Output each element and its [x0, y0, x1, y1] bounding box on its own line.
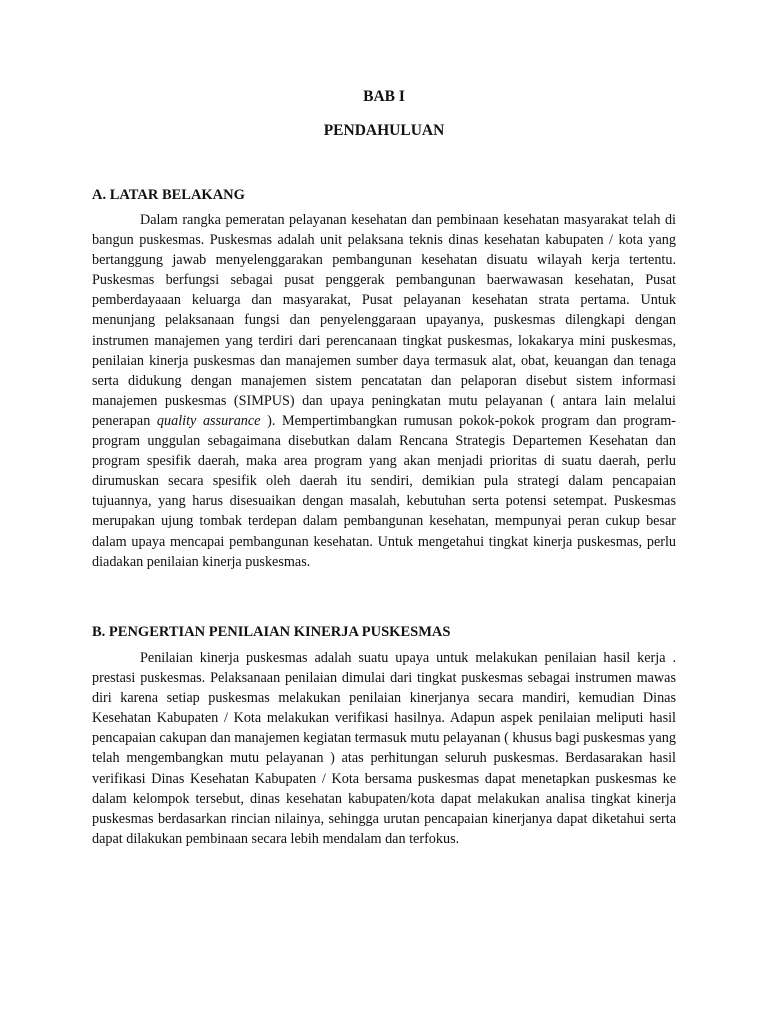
section-a-text-start: Dalam rangka pemeratan pelayanan kesehatan dan pembinaan kesehatan masyarakat telah di bangun puskesmas. Puskesmas adalah unit pelaksana teknis dinas kesehatan kabupaten / kota yang bertanggung jawab menyelenggarakan pembangunan kesehatan disuatu wilayah kerja tertentu. Puskesmas berfungsi sebagai pusat penggerak pembangunan baerwawasan kesehatan, Pusat pemberdayaaan keluarga dan masyarakat, Pusat pelayanan kesehatan strata pertama. Untuk menunjang pelaksanaan fungsi dan penyelenggaraan upayanya, puskesmas dilengkapi dengan instrumen manajemen yang terdiri dari perencanaan tingkat puskesmas, lokakarya mini puskesmas, penilaian kinerja puskesmas dan manajemen sumber daya termasuk alat, obat, keuangan dan tenaga serta didukung dengan manajemen sistem pencatatan dan pelaporan disebut sistem informasi manajemen puskesmas (SIMPUS) dan upaya peningkatan mutu pelayanan ( antara lain melalui penerapan	[92, 212, 676, 429]
section-a-paragraph	[92, 210, 676, 572]
chapter-title: PENDAHULUAN	[323, 122, 445, 139]
section-a-heading: A. LATAR BELAKANG	[92, 187, 245, 203]
quality-assurance-term: quality assurance	[156, 412, 261, 429]
section-a-text-end: ). Mempertimbangkan rumusan pokok-pokok program dan program-program unggulan sebagaimana disebutkan dalam Rencana Strategis Departemen Kesehatan dan program spesifik daerah, maka area program yang akan menjadi prioritas di suatu daerah, perlu dirumuskan secara spesifik oleh daerah itu sendiri, demikian pula strategi dalam pencapaian tujuannya, yang harus disesuaikan dengan masalah, kebutuhan serta potensi setempat. Puskesmas merupakan ujung tombak terdepan dalam pembangunan kesehatan, mempunyai peran cukup besar dalam upaya mencapai pembangunan kesehatan. Untuk mengetahui tingkat kinerja puskesmas, perlu diadakan penilaian kinerja puskesmas.	[92, 412, 676, 570]
section-b-heading: B. PENGERTIAN PENILAIAN KINERJA PUSKESMAS	[92, 624, 451, 640]
section-b-paragraph: Penilaian kinerja puskesmas adalah suatu upaya untuk melakukan penilaian hasil kerja . prestasi puskesmas. Pelaksanaan penilaian dimulai dari tingkat puskesmas sebagai instrumen mawas diri karena setiap puskesmas melakukan penilaian kinerjanya secara mandiri, kemudian Dinas Kesehatan Kabupaten / Kota melakukan verifikasi hasilnya. Adapun aspek penilaian meliputi hasil pencapaian cakupan dan manajemen kegiatan termasuk mutu pelayanan ( khusus bagi puskesmas yang telah mengembangkan mutu pelayanan ) atas perhitungan seluruh puskesmas. Berdasarakan hasil verifikasi Dinas Kesehatan Kabupaten / Kota bersama puskesmas dapat menetapkan puskesmas ke dalam kelompok tersebut, dinas kesehatan kabupaten/kota dapat melakukan analisa tingkat kinerja puskesmas berdasarkan rincian nilainya, sehingga urutan pencapaian kinerjanya dapat diketahui serta dapat dilakukan pembinaan secara lebih mendalam dan terfokus.	[92, 650, 676, 847]
chapter-number: BAB I	[363, 88, 405, 105]
